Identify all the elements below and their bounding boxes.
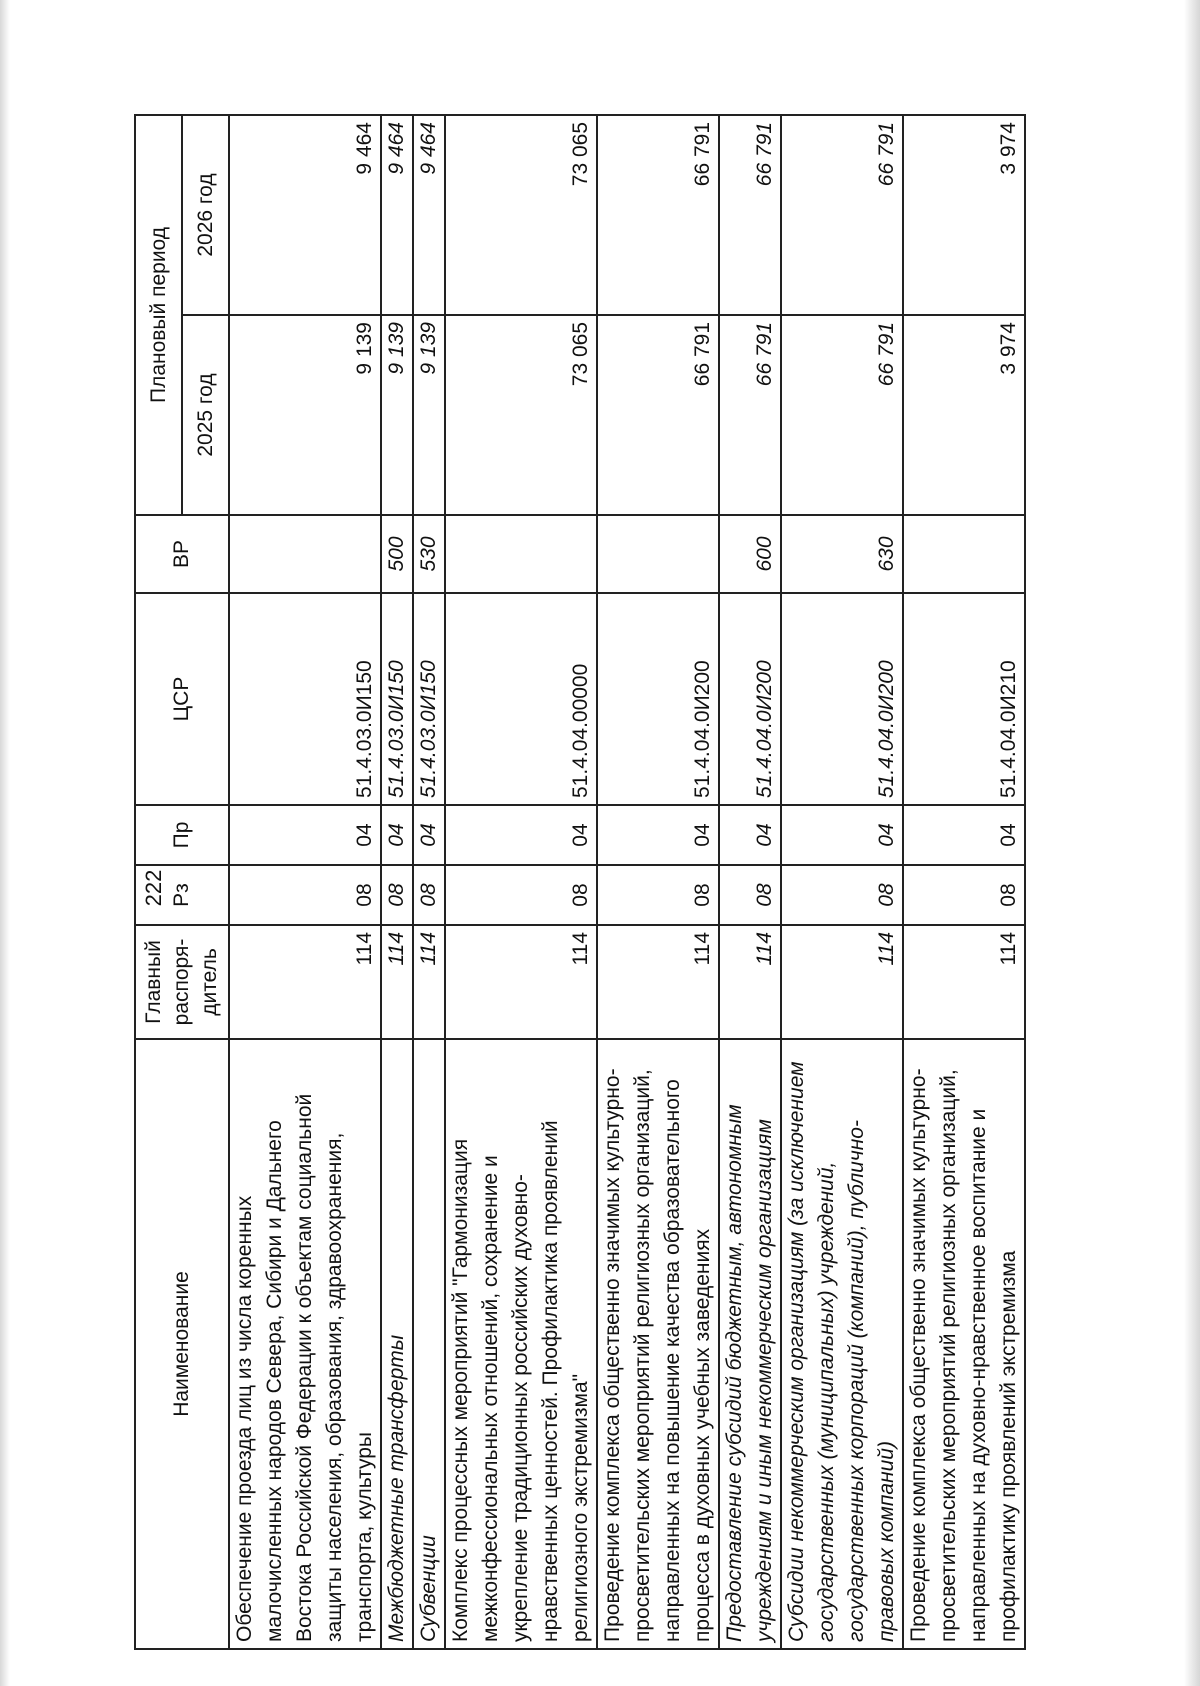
row-2026: 9 464 — [229, 115, 381, 315]
row-csr: 51.4.04.0И210 — [903, 593, 1025, 805]
row-glavny: 114 — [413, 925, 445, 1039]
row-pr: 04 — [229, 805, 381, 865]
row-2025: 66 791 — [597, 315, 719, 515]
header-planned-period: Плановый период — [135, 115, 182, 515]
row-name: Субвенции — [413, 1039, 445, 1649]
row-name: Обеспечение проезда лиц из числа коренных малочисленных народов Севера, Сибири и Дальнего Востока Российской Федерации к объектам социальной защиты населения, образования, здравоохранения, транспорта, культуры — [229, 1039, 381, 1649]
table-row — [903, 115, 1025, 1649]
row-2026: 73 065 — [445, 115, 597, 315]
row-rz: 08 — [413, 865, 445, 925]
row-name: Предоставление субсидий бюджетным, автономным учреждениям и иным некоммерческим организациям — [719, 1039, 781, 1649]
table-row — [413, 115, 445, 1649]
row-rz: 08 — [445, 865, 597, 925]
row-vr — [445, 515, 597, 593]
row-pr: 04 — [413, 805, 445, 865]
header-glavny: Главный распоря-дитель — [135, 925, 229, 1039]
row-2025: 9 139 — [381, 315, 413, 515]
row-glavny: 114 — [229, 925, 381, 1039]
row-2026: 9 464 — [413, 115, 445, 315]
row-csr: 51.4.04.0И200 — [719, 593, 781, 805]
row-name: Субсидии некоммерческим организациям (за исключением государственных (муниципальных) учреждений, государственных корпораций (компаний), публично-правовых компаний) — [781, 1039, 903, 1649]
header-2026: 2026 год — [182, 115, 229, 315]
row-name: Комплекс процессных мероприятий "Гармонизация межконфессиональных отношений, сохранение и укрепление традиционных российских духовно-нравственных ценностей. Профилактика проявлений религиозного экстремизма" — [445, 1039, 597, 1649]
header-row-1 — [135, 115, 182, 1649]
row-pr: 04 — [445, 805, 597, 865]
row-2025: 73 065 — [445, 315, 597, 515]
row-pr: 04 — [781, 805, 903, 865]
row-glavny: 114 — [381, 925, 413, 1039]
row-rz: 08 — [229, 865, 381, 925]
row-vr: 600 — [719, 515, 781, 593]
row-csr: 51.4.03.0И150 — [381, 593, 413, 805]
row-pr: 04 — [903, 805, 1025, 865]
row-vr: 530 — [413, 515, 445, 593]
row-2026: 3 974 — [903, 115, 1025, 315]
scan-edge-left — [0, 0, 10, 1686]
header-name: Наименование — [135, 1039, 229, 1649]
header-vr: ВР — [135, 515, 229, 593]
table-row — [597, 115, 719, 1649]
row-pr: 04 — [597, 805, 719, 865]
header-pr: Пр — [135, 805, 229, 865]
page-number: 222 — [141, 869, 166, 907]
row-pr: 04 — [719, 805, 781, 865]
row-rz: 08 — [781, 865, 903, 925]
table-row — [781, 115, 903, 1649]
table-row — [445, 115, 597, 1649]
row-rz: 08 — [381, 865, 413, 925]
row-csr: 51.4.03.0И150 — [413, 593, 445, 805]
row-csr: 51.4.03.0И150 — [229, 593, 381, 805]
row-name: Проведение комплекса общественно значимых культурно-просветительских мероприятий религиозных организаций, направленных на духовно-нравственное воспитание и профилактику проявлений экстремизма — [903, 1039, 1025, 1649]
row-rz: 08 — [903, 865, 1025, 925]
row-glavny: 114 — [597, 925, 719, 1039]
row-csr: 51.4.04.0И200 — [597, 593, 719, 805]
row-csr: 51.4.04.0И200 — [781, 593, 903, 805]
row-vr — [903, 515, 1025, 593]
table-row — [719, 115, 781, 1649]
header-rz: Рз — [135, 865, 229, 925]
row-glavny: 114 — [903, 925, 1025, 1039]
budget-table — [134, 114, 1026, 1650]
row-glavny: 114 — [781, 925, 903, 1039]
row-2025: 9 139 — [413, 315, 445, 515]
row-vr: 630 — [781, 515, 903, 593]
scan-edge-right — [1184, 0, 1200, 1686]
row-2025: 66 791 — [781, 315, 903, 515]
row-name: Проведение комплекса общественно значимых культурно-просветительских мероприятий религиозных организаций, направленных на повышение качества образовательного процесса в духовных учебных заведениях — [597, 1039, 719, 1649]
row-glavny: 114 — [719, 925, 781, 1039]
row-2026: 66 791 — [719, 115, 781, 315]
row-2026: 66 791 — [597, 115, 719, 315]
row-name: Межбюджетные трансферты — [381, 1039, 413, 1649]
table-row — [381, 115, 413, 1649]
row-vr — [229, 515, 381, 593]
row-vr: 500 — [381, 515, 413, 593]
rotated-table-container — [134, 116, 1174, 1650]
row-2025: 3 974 — [903, 315, 1025, 515]
row-2026: 9 464 — [381, 115, 413, 315]
header-2025: 2025 год — [182, 315, 229, 515]
row-vr — [597, 515, 719, 593]
row-rz: 08 — [597, 865, 719, 925]
row-glavny: 114 — [445, 925, 597, 1039]
row-rz: 08 — [719, 865, 781, 925]
row-2025: 66 791 — [719, 315, 781, 515]
row-2025: 9 139 — [229, 315, 381, 515]
table-row — [229, 115, 381, 1649]
row-pr: 04 — [381, 805, 413, 865]
header-csr: ЦСР — [135, 593, 229, 805]
row-csr: 51.4.04.00000 — [445, 593, 597, 805]
row-2026: 66 791 — [781, 115, 903, 315]
